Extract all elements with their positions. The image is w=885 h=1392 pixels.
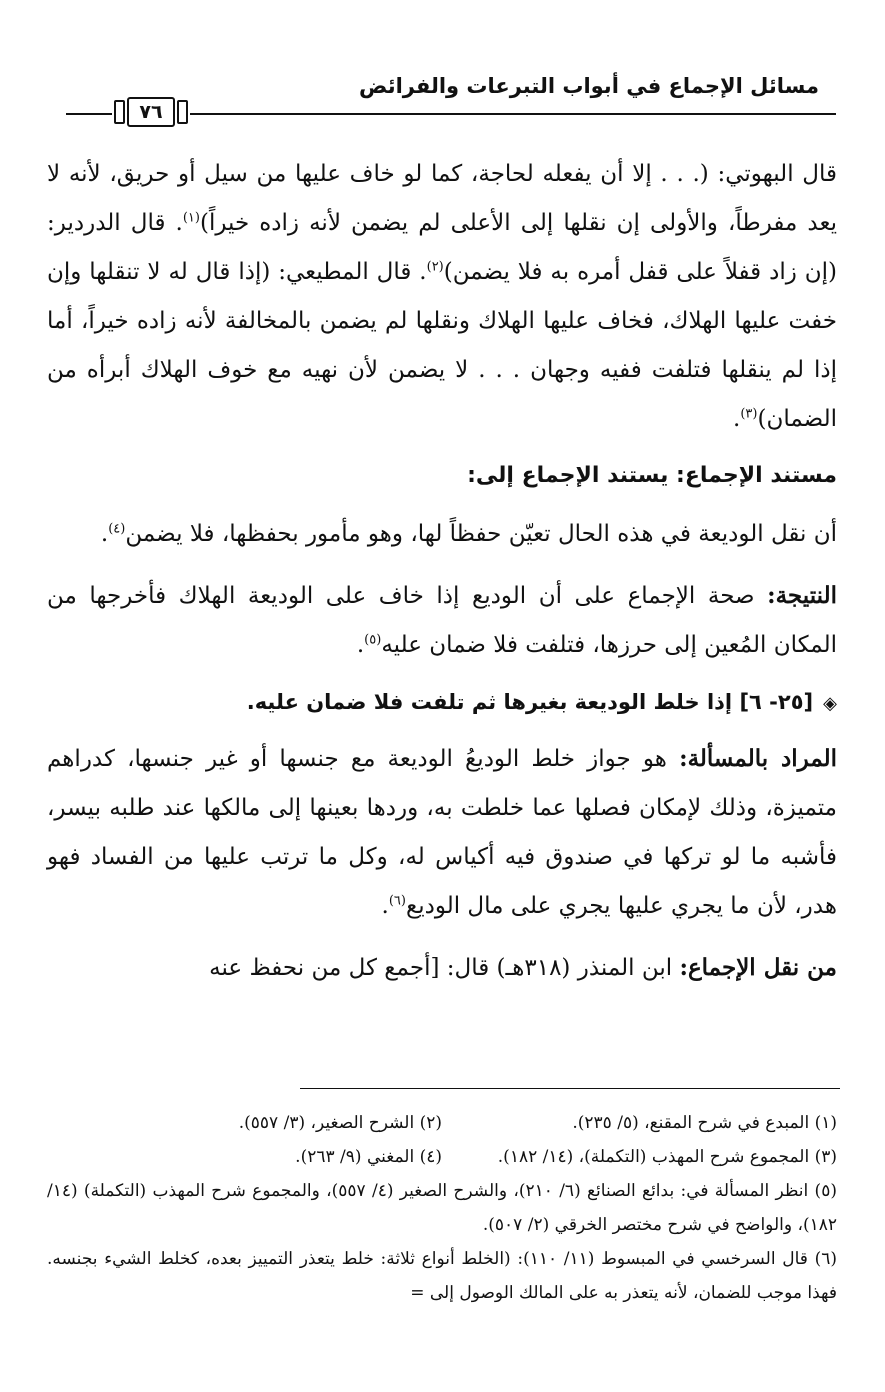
footnote-1: (١) المبدع في شرح المقنع، (٥/ ٢٣٥). — [572, 1113, 837, 1133]
diamond-bullet-icon: ◈ — [823, 693, 837, 714]
body-text — [47, 150, 837, 1005]
meaning-label: المراد بالمسألة: — [679, 745, 838, 772]
result-label: النتيجة: — [767, 582, 837, 609]
paragraph-basis: أن نقل الوديعة في هذه الحال تعيّن حفظاً لها، وهو مأمور بحفظها، فلا يضمن$^{(٤)}$. — [100, 521, 837, 547]
footnote-ref-2: (٢) — [426, 259, 444, 275]
page-number-badge — [112, 96, 190, 128]
paragraph-result: النتيجة: صحة الإجماع على أن الوديع إذا خاف على الوديعة الهلاك فأخرجها من المكان المُعين إلى حرزها، فتلفت فلا ضمان عليه$^{(٥)}$. — [47, 582, 837, 658]
ornament-right-icon — [177, 100, 188, 124]
running-header-title: مسائل الإجماع في أبواب التبرعات والفرائض — [359, 74, 819, 98]
basis-heading: مستند الإجماع: يستند الإجماع إلى: — [467, 463, 837, 488]
issue-heading: ◈[٢٥- ٦] إذا خلط الوديعة بغيرها ثم تلفت فلا ضمان عليه. — [47, 682, 837, 724]
footnote-ref-6: (٦) — [388, 893, 406, 909]
paragraph-meaning: المراد بالمسألة: هو جواز خلط الوديعُ الوديعة مع جنسها أو غير جنسها، كدراهم متميزة، وذلك لإمكان فصلها عما خلطت به، وردها بعينها إلى مالكها عند طلبه بيسر، فأشبه ما لو تركها في صندوق فيه أكياس له، وكل ما ترتب عليها من الفساد فهو هدر، لأن ما يجري عليها يجري على مال الوديع$^{(٦)}$. — [47, 745, 838, 919]
footnote-rule — [300, 1088, 840, 1089]
footnote-ref-3: (٣) — [740, 406, 758, 422]
paragraph-quotes: قال البهوتي: (. . . إلا أن يفعله لحاجة، كما لو خاف عليها من سيل أو حريق، لأنه لا يعد مفرطاً، والأولى إن نقلها إلى الأعلى لم يضمن لأنه زاده خيراً)$^{(١)}$. قال الدردير: (إن زاد قفلاً على قفل أمره به فلا يضمن)$^{(٢)}$. قال المطيعي: (إذا قال له لا تنقلها وإن خفت عليها الهلاك، فخاف عليها الهلاك ونقلها لم يضمن بالمخالفة لأنه زاده خيراً، أما إذا لم ينقلها فتلفت ففيه وجهان . . . لا يضمن لأن نهيه مع خوف الهلاك أبرأه من الضمان)$^{(٣)}$. — [47, 161, 837, 432]
footnote-2: (٢) الشرح الصغير، (٣/ ٥٥٧). — [238, 1113, 442, 1133]
transmission-label: من نقل الإجماع: — [679, 954, 837, 981]
ornament-left-icon — [114, 100, 125, 124]
footnote-ref-4: (٤) — [108, 521, 126, 537]
footnote-6: (٦) قال السرخسي في المبسوط (١١/ ١١٠): (الخلط أنواع ثلاثة: خلط يتعذر التمييز بعده، كخلط الشيء بجنسه. فهذا موجب للضمان، لأنه يتعذر به على المالك الوصول إلى = — [47, 1249, 837, 1303]
footnote-ref-1: (١) — [182, 210, 200, 226]
footnote-4: (٤) المغني (٩/ ٢٦٣). — [295, 1147, 442, 1167]
footnote-ref-5: (٥) — [364, 632, 382, 648]
page-number: ٧٦ — [127, 97, 175, 127]
footnote-5: (٥) انظر المسألة في: بدائع الصنائع (٦/ ٢١٠)، والشرح الصغير (٤/ ٥٥٧)، والمجموع شرح المهذب (التكملة) (١٤/ ١٨٢)، والواضح في شرح مختصر الخرقي (٢/ ٥٠٧). — [47, 1181, 837, 1235]
footnote-3: (٣) المجموع شرح المهذب (التكملة)، (١٤/ ١٨٢). — [497, 1147, 837, 1167]
paragraph-transmission: من نقل الإجماع: ابن المنذر (٣١٨هـ) قال: [أجمع كل من نحفظ عنه — [209, 954, 837, 981]
footnotes — [47, 1106, 837, 1310]
